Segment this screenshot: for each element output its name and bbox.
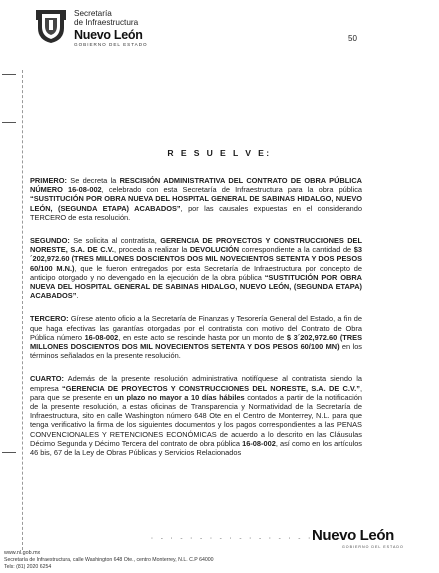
header-secretaria: Secretaría	[74, 9, 112, 18]
paragraph-cuarto: CUARTO: Además de la presente resolución administrativa notifíquese al contratista siendo la empresa “GERENCIA DE PROYECTOS Y CONSTRUCCIONES DEL NORESTE, S.A. DE C.V.”, para que se presente en un plazo no mayor a 10 días hábiles contados a partir de la notificación de la presente resolución, a estas oficinas de Transparencia y Normatividad de la Secretaría de Infraestructura, sito en calle Washington número 648 Ote en el Centro de Monterrey, N.L. para que tenga verificativo la firma de los siguientes documentos y los pagos correspondientes a las PENAS CONVENCIONALES Y RETENCIONES ECONÓMICAS de acuerdo a lo descrito en las Cláusulas Décimo Segunda y Décimo Tercera del contrato de obra pública 16-08-002, así como en los artículos 46 bis, 67 de la Ley de Obras Públicas y Servicios Relacionados	[30, 374, 363, 458]
paragraph-segundo: SEGUNDO: Se solicita al contratista, GERENCIA DE PROYECTOS Y CONSTRUCCIONES DEL NORESTE, S.A. DE C.V., proceda a realizar la DEVOLUCIÓN correspondiente a la cantidad de $3´202,972.60 (TRES MILLONES DOSCIENTOS DOS MIL NOVECIENTOS SETENTA Y DOS PESOS 60/100 M.N.), que le fueron entregados por esta Secretaría de Infraestructura por concepto de anticipo otorgado y no devengado en la ejecución de la obra pública “SUSTITUCIÓN POR OBRA NUEVA DEL HOSPITAL GENERAL DE SABINAS HIDALGO, NUEVO LEÓN, (SEGUNDA ETAPA) ACABADOS”.	[30, 236, 362, 301]
footer-brand-logo: Nuevo León	[312, 527, 394, 544]
header-branding	[74, 9, 148, 48]
footer-website-link[interactable]: www.nl.gob.mx	[4, 550, 41, 556]
scan-edge-tick	[2, 452, 16, 453]
scan-edge-tick	[2, 122, 16, 123]
footer-divider-dots: · - · - · - · - · - · - · - · - · - · - ·	[150, 534, 352, 542]
header-infraestructura: de Infraestructura	[74, 18, 139, 27]
page-number: 50	[348, 34, 357, 43]
header-gobierno: GOBIERNO DEL ESTADO	[74, 42, 148, 47]
state-crest-icon	[36, 8, 66, 44]
document-body	[30, 176, 362, 471]
scan-edge-tick	[2, 74, 16, 75]
paragraph-tercero: TERCERO: Gírese atento oficio a la Secretaría de Finanzas y Tesorería General del Estado, a fin de que haga efectivas las garantías otorgadas por el contratista con motivo del Contrato de Obra Pública número 16-08-002, en este acto se rescinde hasta por un monto de $ 3´202,972.60 (TRES MILLONES DOSCIENTOS DOS MIL NOVECIENTOS SETENTA Y DOS PESOS 60/100 MN) en los términos señalados en la presente resolución.	[30, 314, 362, 361]
footer-address: Secretaría de Infraestructura, calle Washington 648 Ote., centro Monterrey, N.L. C.P 64000	[4, 557, 214, 563]
paragraph-lead: SEGUNDO:	[30, 236, 70, 246]
footer-phone: Tels: (81) 2020 6254	[4, 564, 52, 570]
footer-gobierno: GOBIERNO DEL ESTADO	[342, 545, 404, 549]
scan-edge-line	[22, 70, 23, 550]
paragraph-lead: TERCERO:	[30, 314, 69, 324]
paragraph-lead: PRIMERO:	[30, 176, 67, 185]
paragraph-lead: CUARTO:	[30, 374, 64, 384]
header-brand-logo: Nuevo León	[74, 28, 143, 42]
resuelve-heading: R E S U E L V E:	[167, 148, 272, 158]
paragraph-primero: PRIMERO: Se decreta la RESCISIÓN ADMINISTRATIVA DEL CONTRATO DE OBRA PÚBLICA NÚMERO 16-08-002, celebrado con esta Secretaría de Infraestructura para la obra pública “SUSTITUCIÓN POR OBRA NUEVA DEL HOSPITAL GENERAL DE SABINAS HIDALGO, NUEVO LEÓN, (SEGUNDA ETAPA) ACABADOS”, por las causales expuestas en el considerando TERCERO de esta resolución.	[30, 176, 363, 222]
